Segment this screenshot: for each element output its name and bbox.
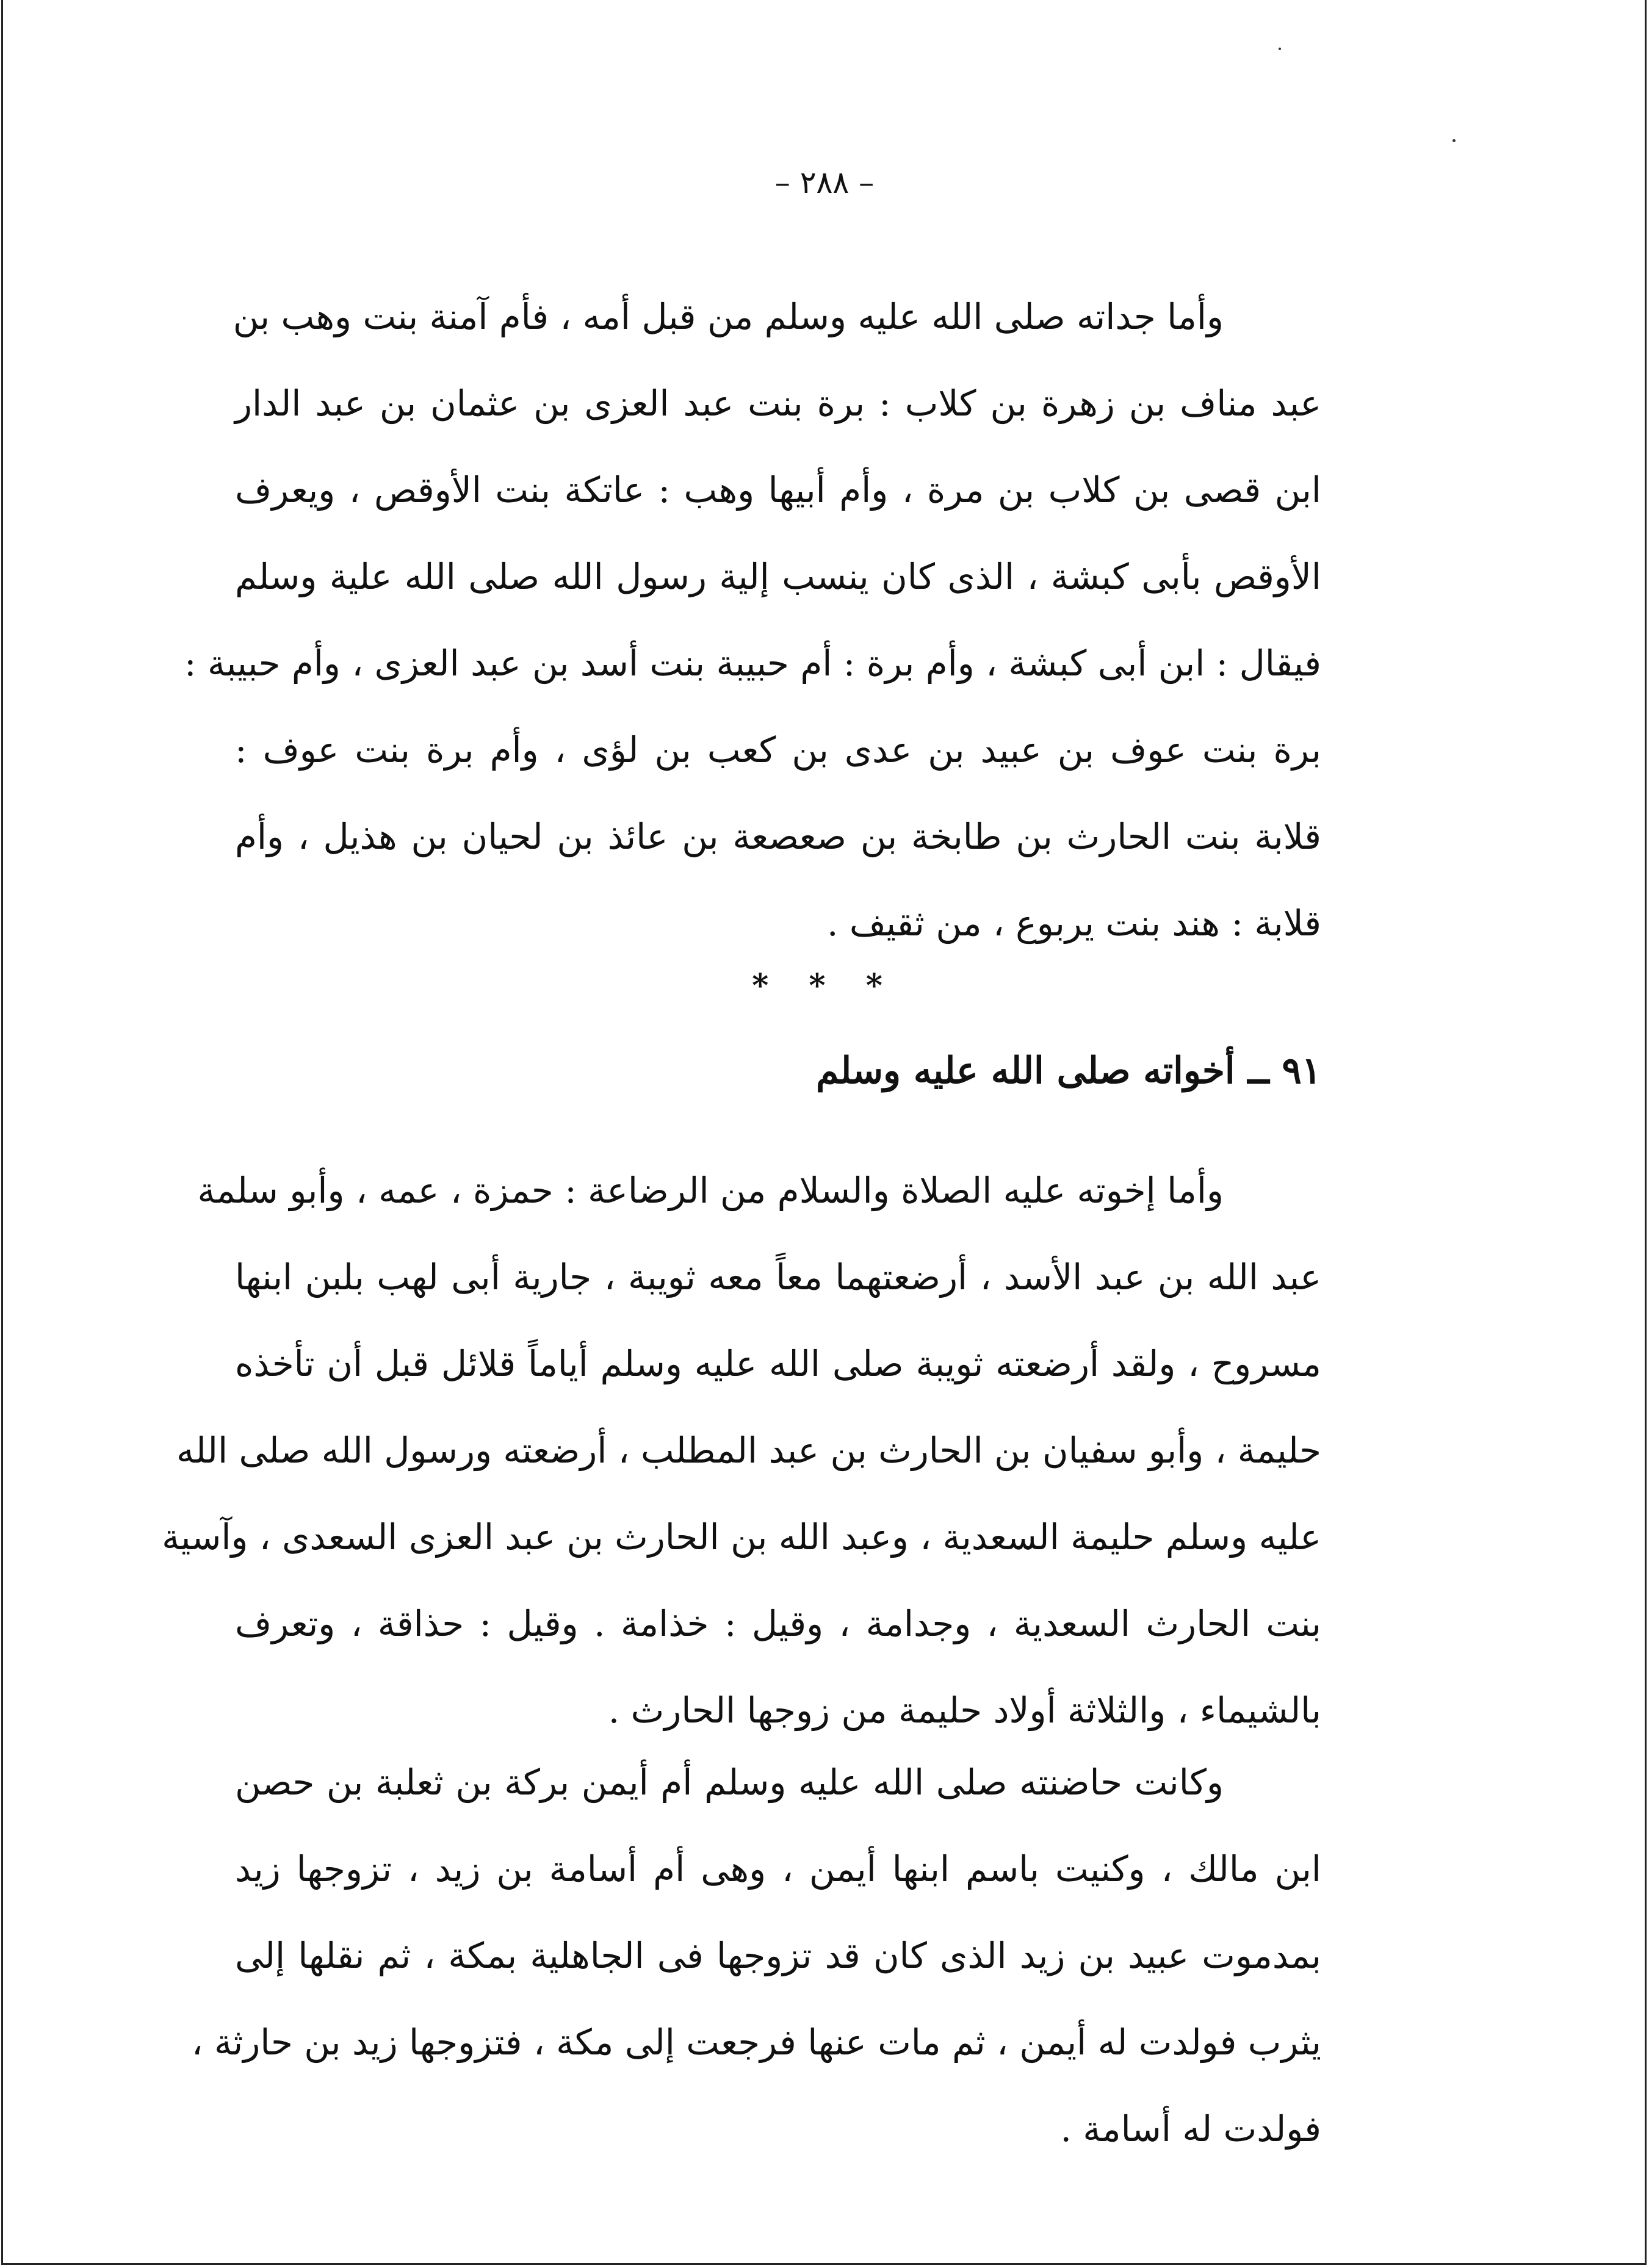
paragraph-grandmothers [184,273,1321,967]
section-separator: * * * [752,967,897,1004]
text-line: برة بنت عوف بن عبيد بن عدى بن كعب بن لؤى ، وأم برة بنت عوف : [235,729,1321,771]
text-line: عبد الله بن عبد الأسد ، أرضعتهما معاً معه ثويبة ، جارية أبى لهب بلبن ابنها [235,1256,1321,1298]
scan-speck [1452,139,1456,142]
text-line: قلابة : هند بنت يربوع ، من ثقيف . [827,902,1321,944]
text-line: بمدموت عبيد بن زيد الذى كان قد تزوجها فى الجاهلية بمكة ، ثم نقلها إلى [235,1935,1321,1976]
scan-speck [1279,48,1281,50]
text-line: مسروح ، ولقد أرضعته ثويبة صلى الله عليه وسلم أياماً قلائل قبل أن تأخذه [235,1343,1321,1384]
text-line: وكانت حاضنته صلى الله عليه وسلم أم أيمن بركة بن ثعلبة بن حصن [235,1762,1224,1803]
text-line: بنت الحارث السعدية ، وجدامة ، وقيل : خذامة . وقيل : حذاقة ، وتعرف [235,1603,1321,1644]
text-line: عليه وسلم حليمة السعدية ، وعبد الله بن الحارث بن عبد العزى السعدى ، وآسية [162,1516,1321,1558]
text-line: قلابة بنت الحارث بن طابخة بن صعصعة بن عائذ بن لحيان بن هذيل ، وأم [235,816,1321,857]
text-line: حليمة ، وأبو سفيان بن الحارث بن عبد المطلب ، أرضعته ورسول الله صلى الله [176,1430,1321,1471]
text-line: يثرب فولدت له أيمن ، ثم مات عنها فرجعت إلى مكة ، فتزوجها زيد بن حارثة ، [191,2021,1321,2063]
text-line: ابن مالك ، وكنيت باسم ابنها أيمن ، وهى أم أسامة بن زيد ، تزوجها زيد [235,1848,1321,1890]
text-line: فولدت له أسامة . [1060,2108,1321,2150]
page-number: – ٢٨٨ – [774,165,875,200]
text-line: عبد مناف بن زهرة بن كلاب : برة بنت عبد العزى بن عثمان بن عبد الدار [235,383,1321,424]
text-line: وأما إخوته عليه الصلاة والسلام من الرضاعة : حمزة ، عمه ، وأبو سلمة [197,1170,1224,1211]
text-line: فيقال : ابن أبى كبشة ، وأم برة : أم حبيبة بنت أسد بن عبد العزى ، وأم حبيبة : [184,643,1321,684]
text-line: ابن قصى بن كلاب بن مرة ، وأم أبيها وهب : عاتكة بنت الأوقص ، ويعرف [235,469,1321,511]
text-line: بالشيماء ، والثلاثة أولاد حليمة من زوجها الحارث . [608,1690,1321,1731]
paragraph-nurse [191,1739,1321,2172]
paragraph-siblings [162,1147,1321,1754]
text-line: الأوقص بأبى كبشة ، الذى كان ينسب إلية رسول الله صلى الله علية وسلم [235,556,1321,597]
text-line: وأما جداته صلى الله عليه وسلم من قبل أمه ، فأم آمنة بنت وهب بن [233,296,1224,337]
section-heading: ٩١ ــ أخواته صلى الله عليه وسلم [815,1049,1321,1092]
